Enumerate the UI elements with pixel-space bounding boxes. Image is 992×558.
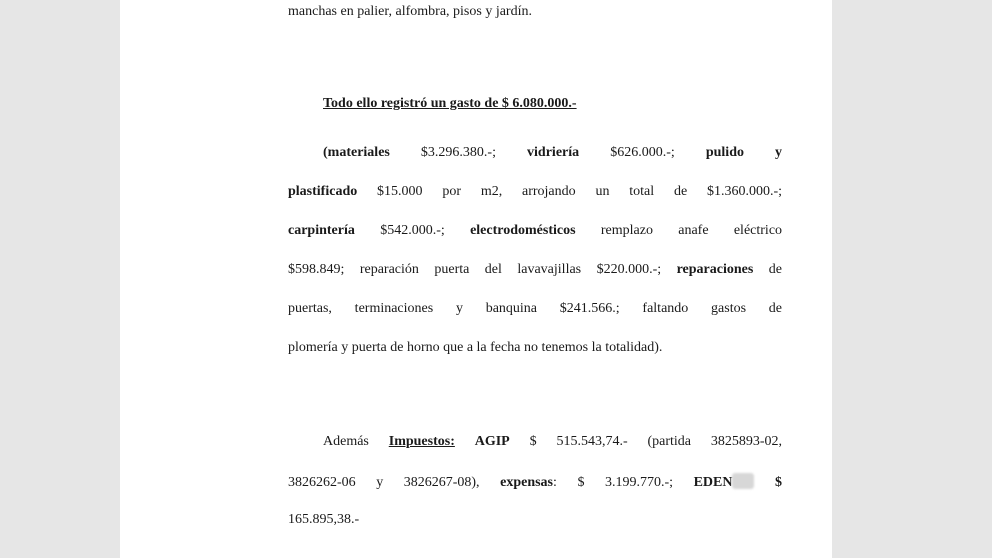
redaction-blur bbox=[732, 473, 754, 489]
paragraph-line bbox=[323, 434, 782, 450]
section-label: Impuestos: bbox=[388, 434, 455, 449]
paragraph-line: plomería y puerta de horno que a la fecha no tenemos la totalidad). bbox=[288, 340, 663, 355]
item-label: EDEN bbox=[693, 475, 733, 490]
item-label: y bbox=[775, 145, 783, 160]
text-run: $ 515.543,74.- (partida 3825893-02, bbox=[529, 434, 783, 449]
amount: : $ 3.199.770.-; bbox=[553, 475, 674, 490]
paragraph-line bbox=[288, 473, 782, 491]
amount: $626.000.-; bbox=[610, 145, 675, 160]
text-run: $598.849; reparación puerta del lavavajillas $220.000.-; bbox=[288, 262, 662, 277]
paragraph-line bbox=[288, 223, 782, 239]
text-line-top: manchas en palier, alfombra, pisos y jardín. bbox=[288, 4, 532, 19]
amount: $3.296.380.-; bbox=[420, 145, 496, 160]
paragraph-line bbox=[288, 184, 782, 200]
item-label: electrodomésticos bbox=[470, 223, 576, 238]
paragraph-line: 165.895,38.- bbox=[288, 512, 360, 527]
currency-symbol: $ bbox=[775, 475, 783, 490]
item-label: (materiales bbox=[323, 145, 390, 160]
section-heading: Todo ello registró un gasto de $ 6.080.000.- bbox=[323, 96, 577, 111]
paragraph-line: puertas, terminaciones y banquina $241.566.; faltando gastos de bbox=[288, 301, 782, 316]
item-label: carpintería bbox=[288, 223, 355, 238]
text-run: Además bbox=[323, 434, 369, 449]
text-run: remplazo anafe eléctrico bbox=[600, 223, 783, 238]
amount: $542.000.-; bbox=[380, 223, 445, 238]
item-label: reparaciones bbox=[676, 262, 754, 277]
text-run: de bbox=[768, 262, 783, 277]
item-label: vidriería bbox=[527, 145, 580, 160]
text-run bbox=[500, 475, 673, 490]
item-label: expensas bbox=[500, 475, 554, 490]
item-label: AGIP bbox=[474, 434, 510, 449]
text-run: $15.000 por m2, arrojando un total de $1.360.000.-; bbox=[377, 184, 783, 199]
text-run bbox=[694, 475, 755, 490]
paragraph-line bbox=[323, 145, 782, 161]
paragraph-line bbox=[288, 262, 782, 278]
item-label: plastificado bbox=[288, 184, 358, 199]
text-run: 3826262-06 y 3826267-08), bbox=[288, 475, 480, 490]
item-label: pulido bbox=[705, 145, 744, 160]
